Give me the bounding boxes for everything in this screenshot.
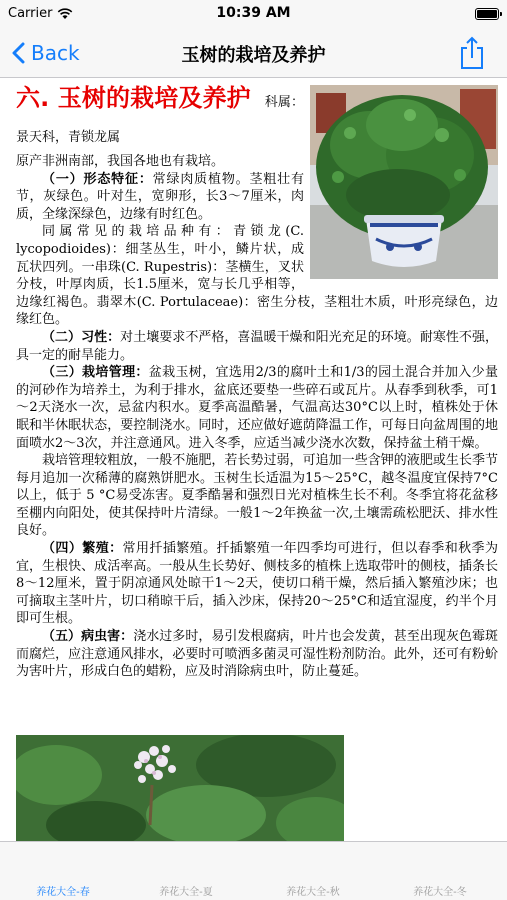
section-pests-text: 浇水过多时，易引发根腐病，叶片也会发黄，甚至出现灰色霉斑而腐烂，应注意通风排水，必要时可喷洒多菌灵可湿性粉剂防治。此外，还可有粉蚧为害叶片，形成白色的蜡粉，应及时消除病虫叶，防止蔓延。 — [16, 629, 498, 680]
section-habits-text: 对土壤要求不严格，喜温暖干燥和阳光充足的环境。耐寒性不强，具一定的耐旱能力。 — [16, 329, 498, 363]
article-scroll-view[interactable] — [0, 79, 507, 841]
section-pests-title: （五）病虫害： — [42, 629, 134, 645]
navigation-bar — [0, 28, 507, 78]
tab-spring[interactable]: 养花大全-春 — [36, 887, 90, 898]
tab-autumn[interactable]: 养花大全-秋 — [286, 887, 340, 898]
back-label: Back — [31, 41, 80, 65]
section-cultivation-text: 盆栽玉树，宜选用2/3的腐叶土和1/3的园土混合并加入少量的河砂作为培养土，为利于排水，盆底还要垫一些碎石或瓦片。从春季到秋季，可1～2天浇水一次，忌盆内积水。夏季高温酷暑，气温高达30°C以上时，植株处于休眠和半休眠状态，要控制浇水。同时，还应做好遮荫降温工作，可每日向盆周围的地面喷水2～3次，并注意通风。进入冬季，应适当减少浇水次数，保持盆土稍干燥。 — [16, 365, 498, 451]
section-pests — [16, 628, 498, 681]
flowering-plant-photo — [16, 735, 344, 841]
section-habits-title: （二）习性： — [42, 329, 121, 345]
jade-plant-photo — [310, 85, 498, 279]
section-morphology-title: （一）形态特征： — [42, 171, 153, 187]
plant-family: 科属：景天科，青锁龙属 — [16, 95, 304, 145]
section-morphology-text: 常绿肉质植物。茎粗壮有节，灰绿色。叶对生，宽卵形，长3～7厘米，肉质，全缘深绿色，边缘有时红色。 — [16, 171, 304, 222]
origin-text: 原产非洲南部，我国各地也有栽培。 — [16, 154, 225, 169]
article-body — [16, 83, 498, 681]
section-varieties-text: 同属常见的栽培品种有：青锁龙(C. lycopodioides)：细茎丛生，叶小，鳞片状，成瓦状四列。一串珠(C. Rupestris)：茎横生，叉状分枝，叶厚肉质，长1.5厘米，宽与长几乎相等，边缘红褐色。翡翠木(C. Portulaceae)：密生分枝，茎粗壮木质，叶形亮绿色，边缘红色。 — [16, 224, 498, 328]
section-propagation — [16, 540, 498, 628]
tab-bar — [0, 841, 507, 900]
section-cultivation-2 — [16, 452, 498, 540]
tab-summer[interactable]: 养花大全-夏 — [159, 887, 213, 898]
page-title: 玉树的栽培及养护 — [181, 45, 326, 66]
status-bar — [0, 0, 507, 28]
tab-winter[interactable]: 养花大全-冬 — [413, 887, 467, 898]
section-habits — [16, 329, 498, 364]
heading-text: 六. 玉树的栽培及养护 — [16, 84, 251, 112]
section-cultivation-title: （三）栽培管理： — [42, 365, 149, 381]
section-propagation-title: （四）繁殖： — [42, 541, 123, 557]
battery-icon — [475, 8, 499, 20]
section-cultivation-2-text: 栽培管理较粗放，一般不施肥，若长势过弱，可追加一些含钾的液肥或生长季节每月追加一次稀薄的腐熟饼肥水。玉树生长适温为15～25°C，越冬温度宜保持7°C以上，低于 5 °C易受冻害。夏季酷暑和强烈日光对植株生长不利。冬季宜将花盆移至棚内向阳处，使其保持叶片清绿。一般1～2年换盆一次,土壤需疏松肥沃、排水性良好。 — [16, 453, 498, 539]
section-propagation-text: 常用扦插繁殖。扦插繁殖一年四季均可进行，但以春季和秋季为宜，生根快、成活率高。一般从生长势好、侧枝多的植株上选取带叶的侧枝，插条长8～12厘米，置于阴凉通风处晾干1～2天，使切口稍干燥，然后插入繁殖沙床；也可摘取主茎叶片，切口稍晾干后，插入沙床，保持20～25°C和适宜湿度，约半个月即可生根。 — [16, 541, 498, 627]
share-icon[interactable] — [459, 36, 485, 70]
back-button[interactable] — [12, 38, 80, 68]
carrier-label: Carrier — [8, 6, 53, 21]
chevron-left-icon — [12, 42, 25, 64]
section-cultivation — [16, 364, 498, 452]
status-time: 10:39 AM — [216, 5, 291, 21]
